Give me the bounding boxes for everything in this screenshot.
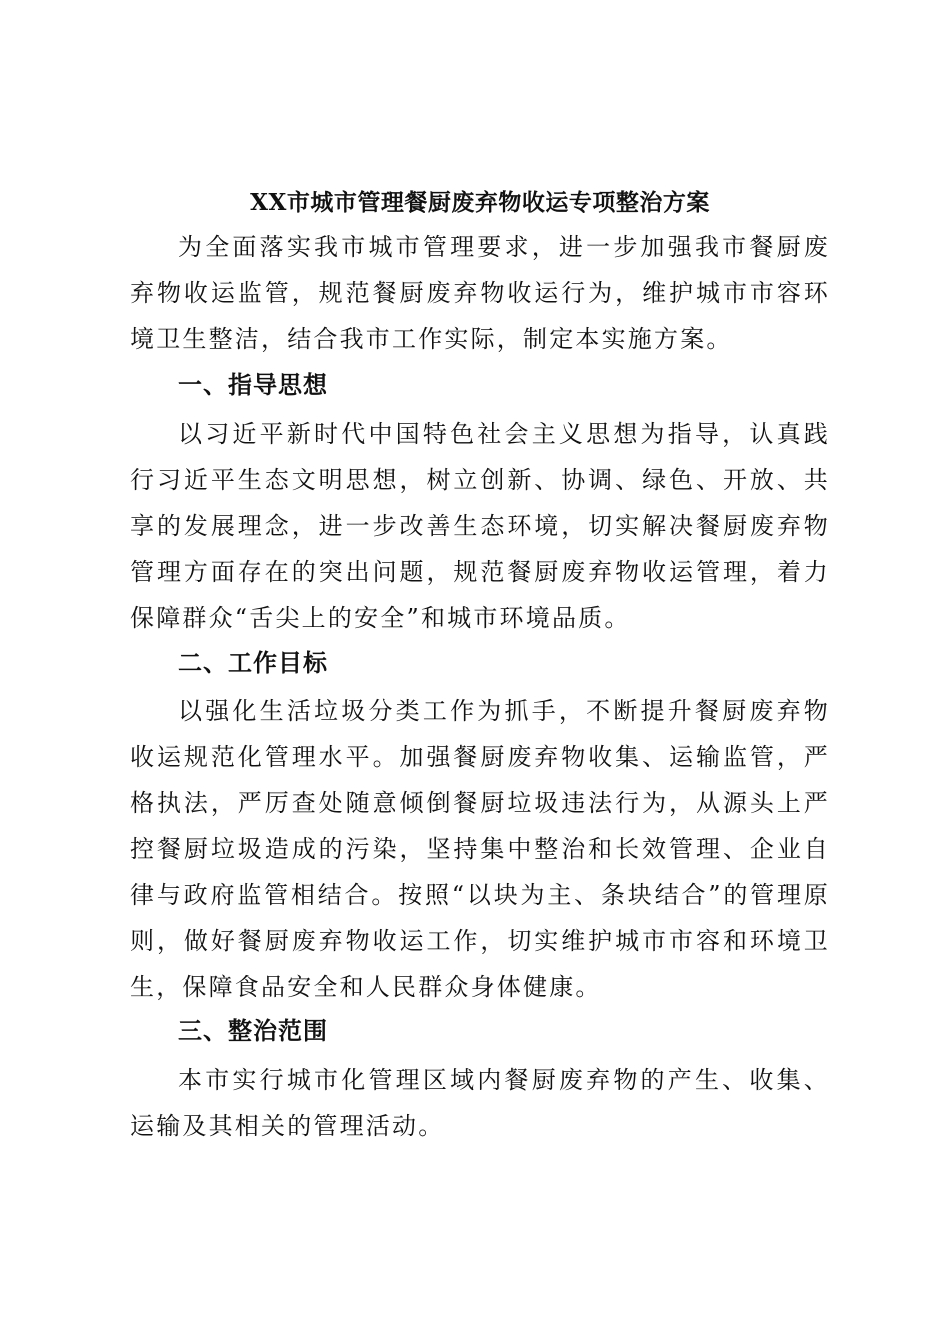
section-paragraph-guiding-ideology: 以习近平新时代中国特色社会主义思想为指导，认真践行习近平生态文明思想，树立创新、协调、绿色、开放、共享的发展理念，进一步改善生态环境，切实解决餐厨废弃物管理方面存在的突出问题，规范餐厨废弃物收运管理，着力保障群众“舌尖上的安全”和城市环境品质。	[130, 420, 830, 632]
section-paragraph-work-goals: 以强化生活垃圾分类工作为抓手，不断提升餐厨废弃物收运规范化管理水平。加强餐厨废弃物收集、运输监管，严格执法，严厉查处随意倾倒餐厨垃圾违法行为，从源头上严控餐厨垃圾造成的污染，坚持集中整治和长效管理、企业自律与政府监管相结合。按照“以块为主、条块结合”的管理原则，做好餐厨废弃物收运工作，切实维护城市市容和环境卫生，保障食品安全和人民群众身体健康。	[130, 697, 830, 1001]
section-paragraph-scope: 本市实行城市化管理区域内餐厨废弃物的产生、收集、运输及其相关的管理活动。	[130, 1066, 830, 1140]
document-title: XX市城市管理餐厨废弃物收运专项整治方案	[250, 189, 710, 216]
intro-paragraph: 为全面落实我市城市管理要求，进一步加强我市餐厨废弃物收运监管，规范餐厨废弃物收运行为，维护城市市容环境卫生整洁，结合我市工作实际，制定本实施方案。	[130, 233, 830, 353]
section-heading-work-goals: 二、工作目标	[178, 649, 328, 677]
section-heading-guiding-ideology: 一、指导思想	[178, 371, 328, 399]
section-heading-scope: 三、整治范围	[178, 1017, 328, 1045]
